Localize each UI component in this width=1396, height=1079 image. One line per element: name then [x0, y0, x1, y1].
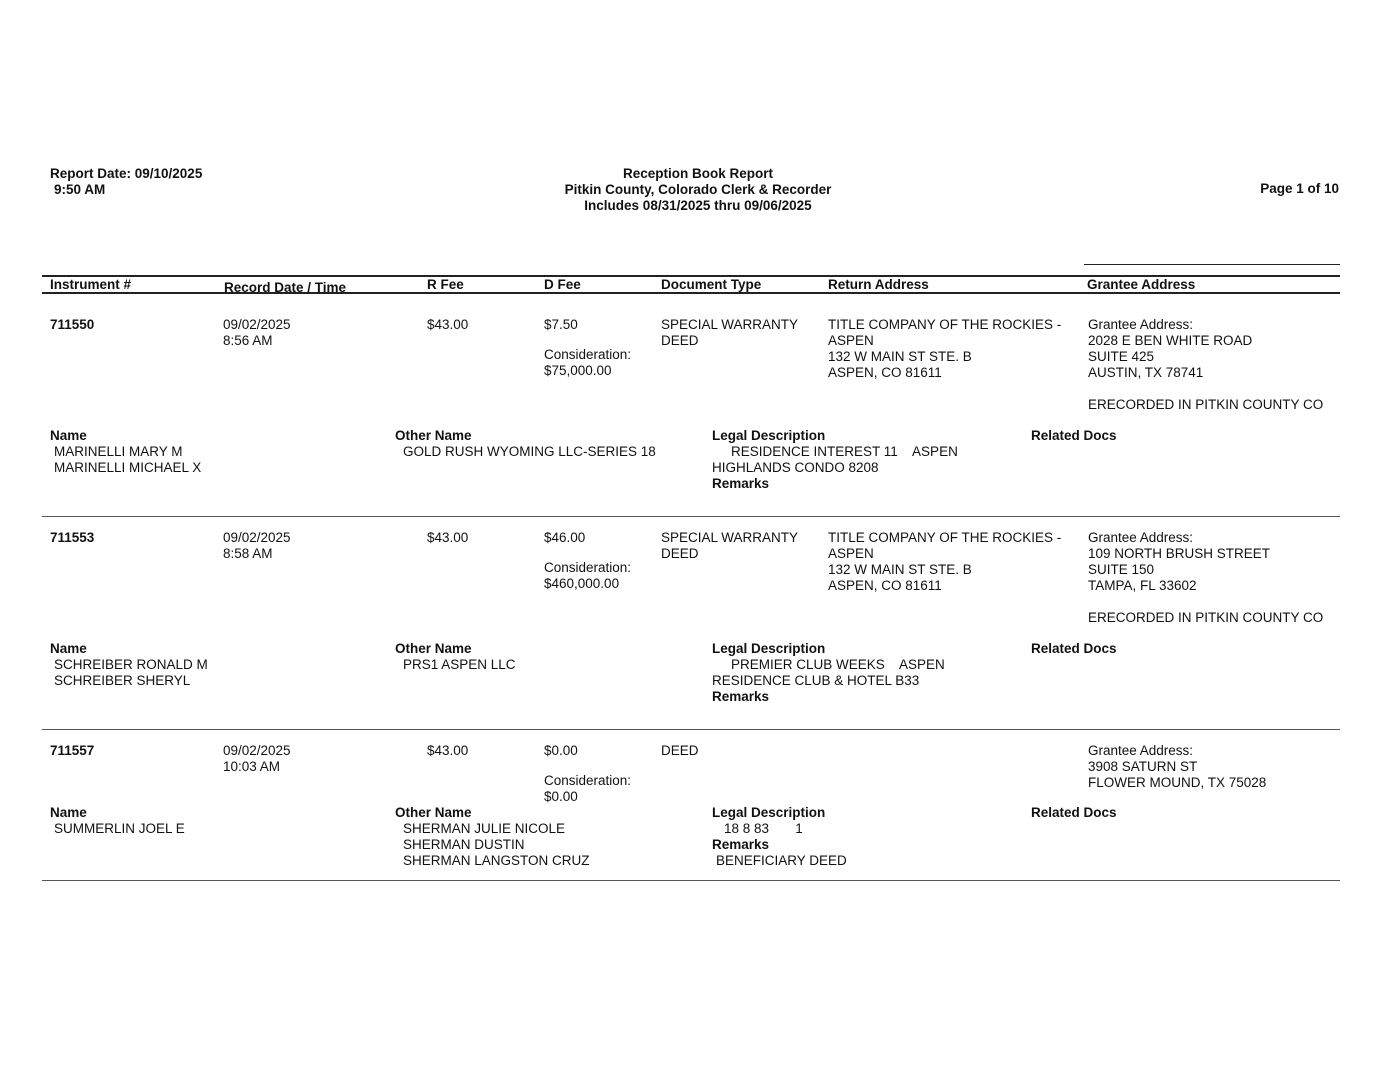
- name-label: Name: [50, 428, 87, 443]
- grantee-address: Grantee Address: 3908 SATURN ST FLOWER MOUND, TX 75028: [1088, 743, 1267, 790]
- remarks-label: Remarks: [712, 837, 770, 852]
- d-fee: $0.00: [544, 743, 578, 758]
- name-label: Name: [50, 805, 87, 820]
- legal-description-line-1: PREMIER CLUB WEEKS ASPEN: [731, 657, 945, 672]
- legal-description-label: Legal Description: [712, 805, 826, 820]
- other-names-list: SHERMAN JULIE NICOLE SHERMAN DUSTIN SHERMAN LANGSTON CRUZ: [403, 821, 590, 868]
- col-d-fee: D Fee: [544, 277, 581, 292]
- r-fee: $43.00: [427, 743, 469, 758]
- return-address: TITLE COMPANY OF THE ROCKIES - ASPEN 132 W MAIN ST STE. B ASPEN, CO 81611: [828, 530, 1062, 593]
- col-r-fee: R Fee: [427, 277, 464, 292]
- record-time: 10:03 AM: [223, 759, 281, 774]
- remarks-label: Remarks: [712, 476, 770, 491]
- related-docs-label: Related Docs: [1031, 641, 1117, 656]
- record-date: 09/02/2025: [223, 317, 291, 332]
- consideration-label: Consideration:: [544, 347, 632, 362]
- other-names-list: GOLD RUSH WYOMING LLC-SERIES 18: [403, 444, 656, 459]
- header-short-rule: [1084, 264, 1340, 265]
- record-divider: [42, 729, 1340, 730]
- grantee-address: Grantee Address: 109 NORTH BRUSH STREET SUITE 150 TAMPA, FL 33602: [1088, 530, 1271, 593]
- erecorded-note: ERECORDED IN PITKIN COUNTY CO: [1088, 397, 1324, 412]
- other-names-list: PRS1 ASPEN LLC: [403, 657, 516, 672]
- col-return-address: Return Address: [828, 277, 929, 292]
- names-list: SCHREIBER RONALD M SCHREIBER SHERYL: [54, 657, 208, 688]
- names-list: MARINELLI MARY M MARINELLI MICHAEL X: [54, 444, 202, 475]
- other-name-label: Other Name: [395, 428, 472, 443]
- consideration-value: $75,000.00: [544, 363, 612, 378]
- record-time: 8:56 AM: [223, 333, 273, 348]
- record-divider: [42, 880, 1340, 881]
- county-name: Pitkin County, Colorado Clerk & Recorder: [564, 182, 832, 197]
- instrument-number: 711557: [50, 743, 95, 758]
- legal-description-line-1: 18 8 83 1: [724, 821, 803, 836]
- consideration-value: $460,000.00: [544, 576, 620, 591]
- legal-description-label: Legal Description: [712, 428, 826, 443]
- col-document-type: Document Type: [661, 277, 762, 292]
- r-fee: $43.00: [427, 530, 469, 545]
- col-instrument: Instrument #: [50, 277, 132, 292]
- other-name-label: Other Name: [395, 805, 472, 820]
- r-fee: $43.00: [427, 317, 469, 332]
- record-date: 09/02/2025: [223, 530, 291, 545]
- consideration-label: Consideration:: [544, 560, 632, 575]
- name-label: Name: [50, 641, 87, 656]
- d-fee: $46.00: [544, 530, 586, 545]
- col-grantee-address: Grantee Address: [1087, 277, 1196, 292]
- return-address: TITLE COMPANY OF THE ROCKIES - ASPEN 132 W MAIN ST STE. B ASPEN, CO 81611: [828, 317, 1062, 380]
- document-type: DEED: [661, 743, 699, 758]
- erecorded-note: ERECORDED IN PITKIN COUNTY CO: [1088, 610, 1324, 625]
- legal-description-line-2: RESIDENCE CLUB & HOTEL B33: [712, 673, 920, 688]
- grantee-address: Grantee Address: 2028 E BEN WHITE ROAD SUITE 425 AUSTIN, TX 78741: [1088, 317, 1253, 380]
- legal-description-line-1: RESIDENCE INTEREST 11 ASPEN: [731, 444, 958, 459]
- consideration-label: Consideration:: [544, 773, 632, 788]
- report-time: 9:50 AM: [54, 182, 106, 197]
- report-title: Reception Book Report: [622, 166, 773, 181]
- consideration-value: $0.00: [544, 789, 578, 804]
- document-type: SPECIAL WARRANTY DEED: [661, 317, 799, 348]
- remarks-label: Remarks: [712, 689, 770, 704]
- record-time: 8:58 AM: [223, 546, 273, 561]
- report-date: Report Date: 09/10/2025: [50, 166, 203, 181]
- names-list: SUMMERLIN JOEL E: [54, 821, 185, 836]
- other-name-label: Other Name: [395, 641, 472, 656]
- related-docs-label: Related Docs: [1031, 428, 1117, 443]
- col-record-date: Record Date / Time: [224, 280, 347, 295]
- record-divider: [42, 516, 1340, 517]
- remarks-value: BENEFICIARY DEED: [716, 853, 847, 868]
- legal-description-line-2: HIGHLANDS CONDO 8208: [712, 460, 879, 475]
- related-docs-label: Related Docs: [1031, 805, 1117, 820]
- date-range: Includes 08/31/2025 thru 09/06/2025: [584, 198, 812, 213]
- instrument-number: 711550: [50, 317, 95, 332]
- record-date: 09/02/2025: [223, 743, 291, 758]
- page-number: Page 1 of 10: [1260, 181, 1339, 196]
- d-fee: $7.50: [544, 317, 578, 332]
- document-type: SPECIAL WARRANTY DEED: [661, 530, 799, 561]
- legal-description-label: Legal Description: [712, 641, 826, 656]
- instrument-number: 711553: [50, 530, 95, 545]
